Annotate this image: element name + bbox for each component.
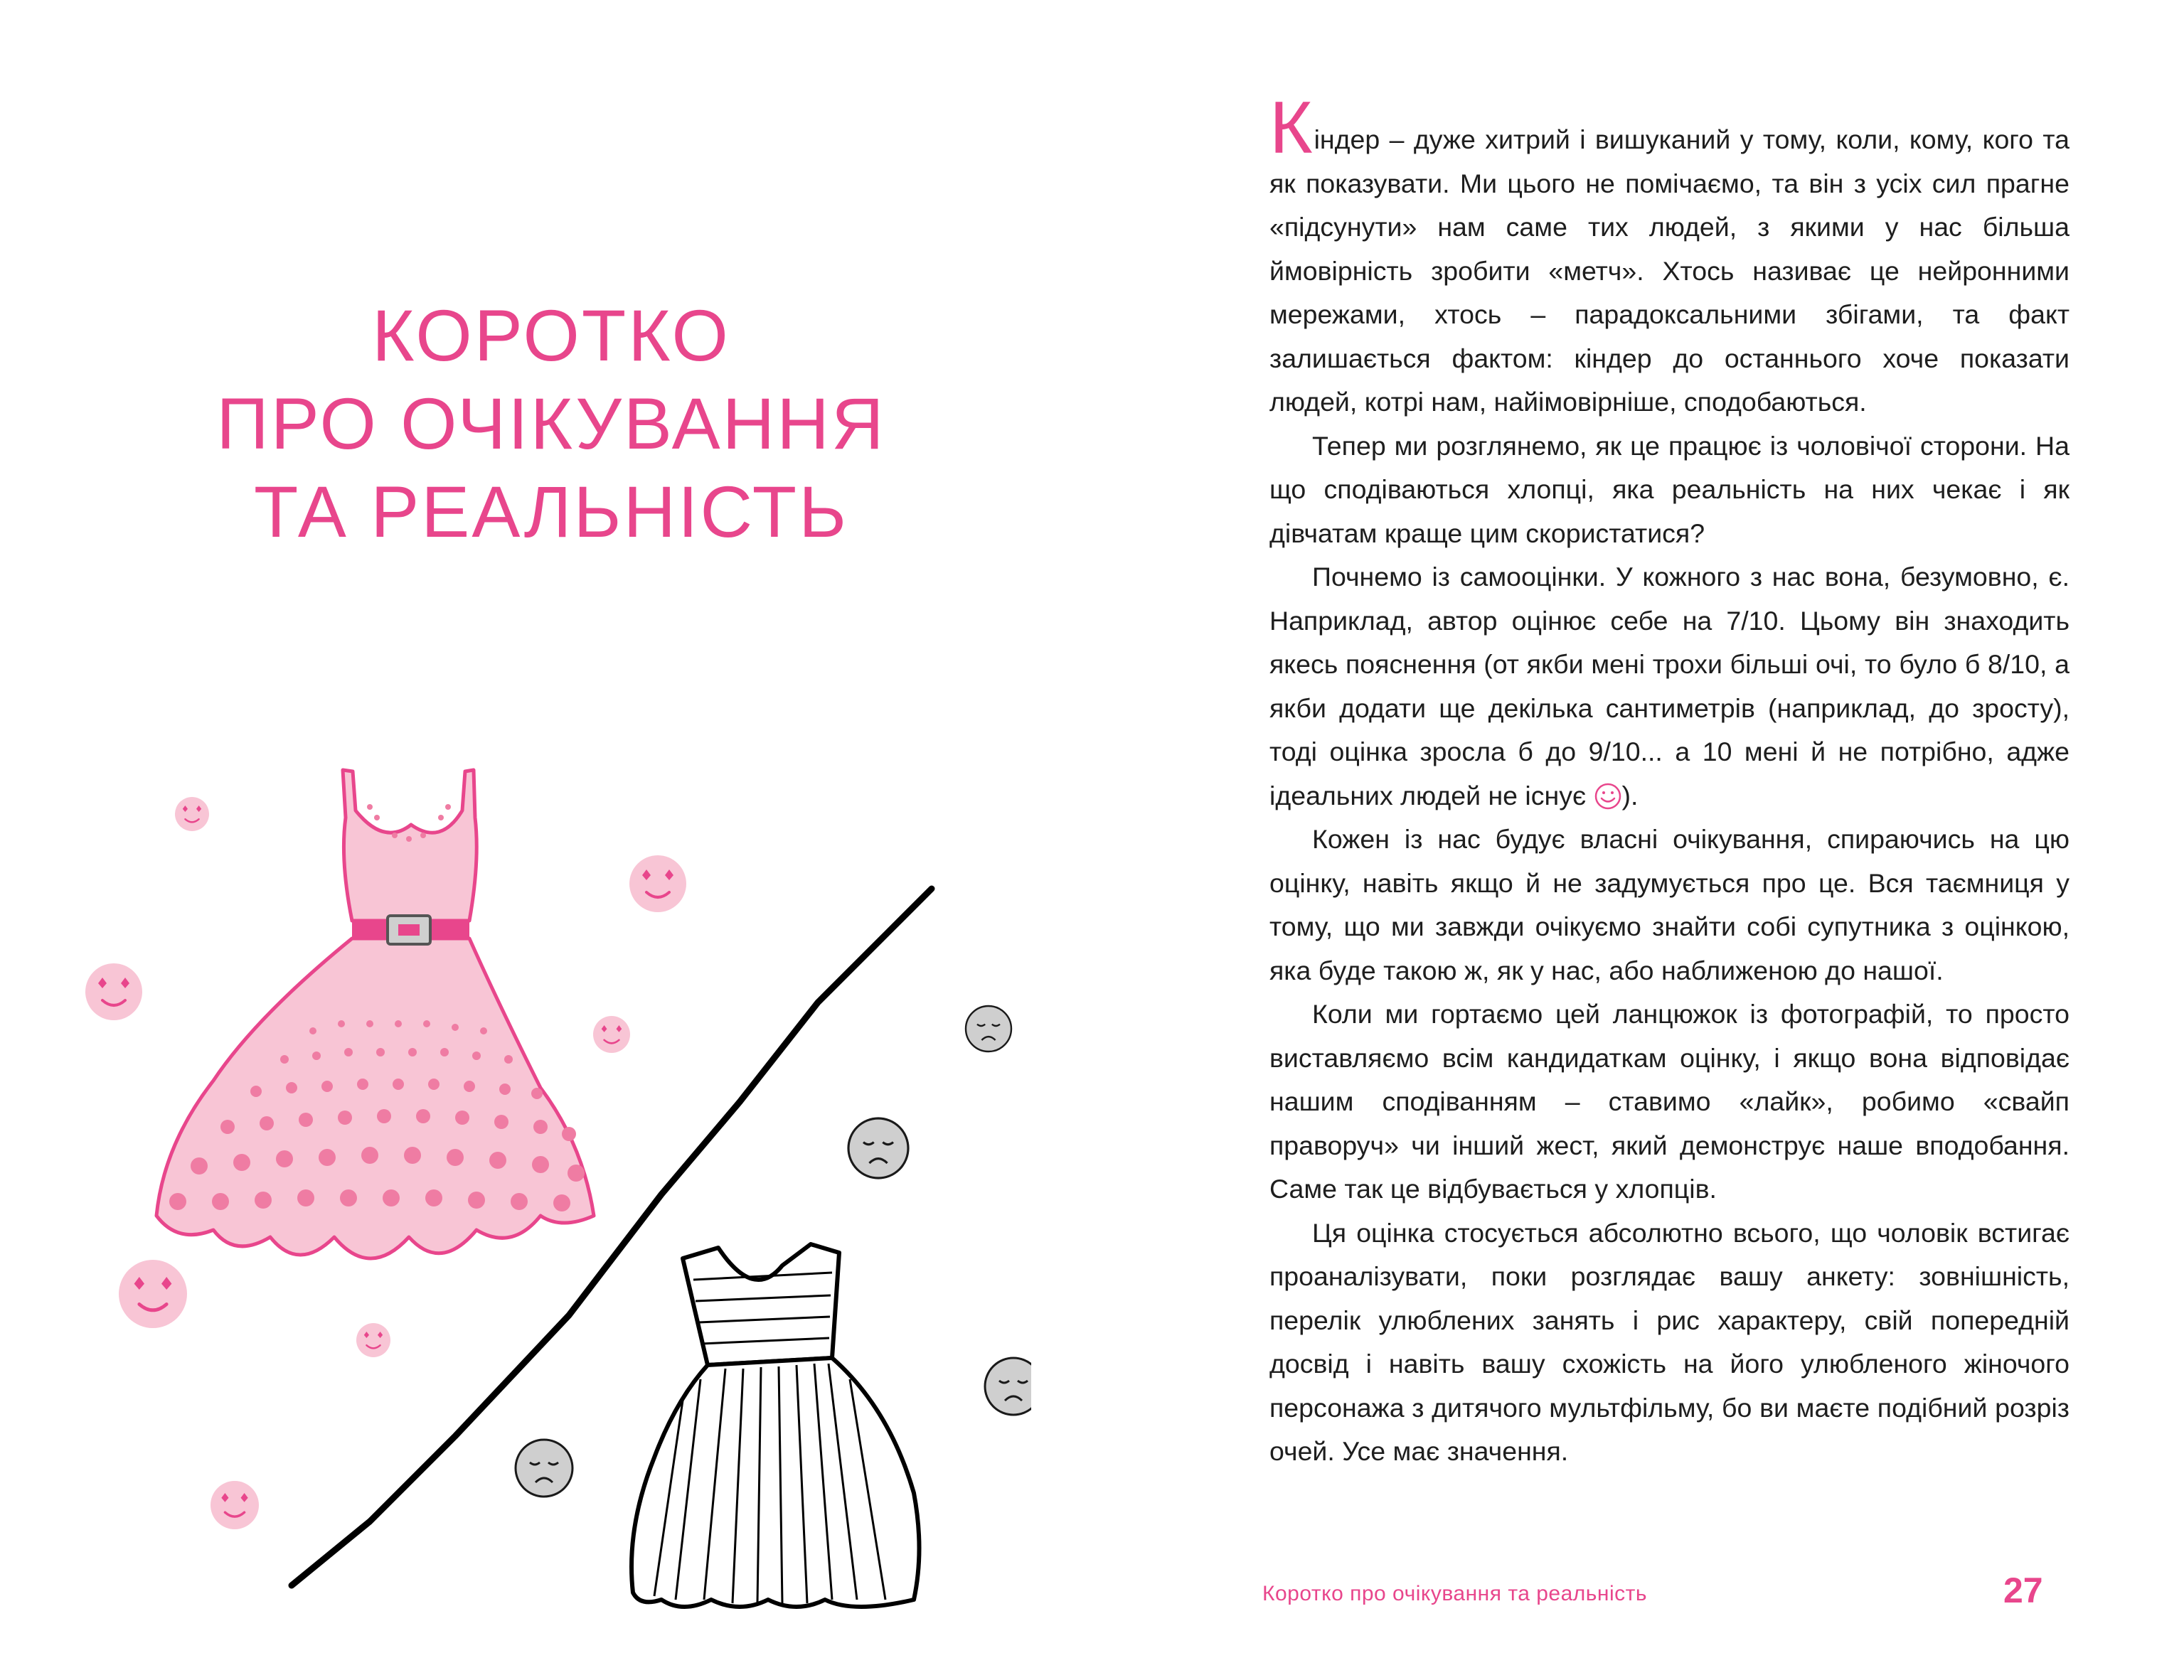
- paragraph-3-end: ).: [1621, 780, 1639, 810]
- right-page: [1092, 0, 2184, 1680]
- chapter-title-line-2: ПРО ОЧІКУВАННЯ: [216, 383, 886, 464]
- pink-dress-icon: [156, 770, 594, 1258]
- body-text: [1269, 87, 2070, 1474]
- paragraph-2: Тепер ми розглянемо, як це працює із чоловічої сторони. На що сподіваються хлопці, яка реальність на них чекає і як дівчатам краще цим скористатися?: [1269, 430, 2070, 548]
- paragraph-3: [1269, 555, 2070, 818]
- paragraph-6: Ця оцінка стосується абсолютно всього, що чоловік встигає проаналізувати, поки розглядає вашу анкету: зовнішність, перелік улюблених занять і рис характеру, свій попередній досвід і навіть вашу схожість на його улюбленого жіночого персонажа з дитячого мультфільму, бо ви маєте подібний розріз очей. Усе має значення.: [1269, 1217, 2070, 1466]
- drop-cap: К: [1269, 87, 1313, 169]
- paragraph-5: Коли ми гортаємо цей ланцюжок із фотографій, то просто виставляємо всім кандидаткам оцінку, і якщо вона відповідає нашим сподіванням – ставимо «лайк», робимо «свайп праворуч» чи інший жест, який демонструє наше вподобання. Саме так це відбувається у хлопців.: [1269, 999, 2070, 1204]
- smiley-icon: [1594, 782, 1622, 810]
- chapter-title: [114, 291, 989, 556]
- chapter-title-line-3: ТА РЕАЛЬНІСТЬ: [253, 471, 849, 552]
- paragraph-1: [1269, 87, 2070, 424]
- page-number: 27: [2003, 1571, 2043, 1610]
- running-footer-title: Коротко про очікування та реальність: [1262, 1582, 1648, 1605]
- chapter-title-line-1: КОРОТКО: [372, 295, 730, 376]
- expectation-vs-reality-illustration: [71, 711, 1031, 1635]
- paragraph-3-text: Почнемо із самооцінки. У кожного з нас вона, безумовно, є. Наприклад, автор оцінює себе на 7/10. Цьому він знаходить якесь пояснення (от якби мені трохи більші очі, то було б 8/10, а якби додати ще декілька сантиметрів (наприклад, до зросту), тоді оцінка зросла б до 9/10... а 10 мені й не потрібно, адже ідеальних людей не існує: [1269, 562, 2070, 810]
- striped-dress-icon: [632, 1244, 920, 1607]
- paragraph-4: Кожен із нас будує власні очікування, спираючись на цю оцінку, навіть якщо й не задумується про це. Вся таємниця у тому, що ми завжди очікуємо знайти собі супутника з оцінкою, яка буде такою ж, як у нас, або наближеною до нашої.: [1269, 824, 2070, 985]
- paragraph-1-text: індер – дуже хитрий і вишуканий у тому, коли, кому, кого та як показувати. Ми цього не помічаємо, та він з усіх сил прагне «підсунути» нам саме тих людей, з якими у нас більша ймовірність зробити «метч». Хтось називає це нейронними мережами, хтось – парадоксальними збігами, та факт залишається фактом: кіндер до останнього хоче показати людей, котрі нам, найімовірніше, сподобаються.: [1269, 124, 2070, 417]
